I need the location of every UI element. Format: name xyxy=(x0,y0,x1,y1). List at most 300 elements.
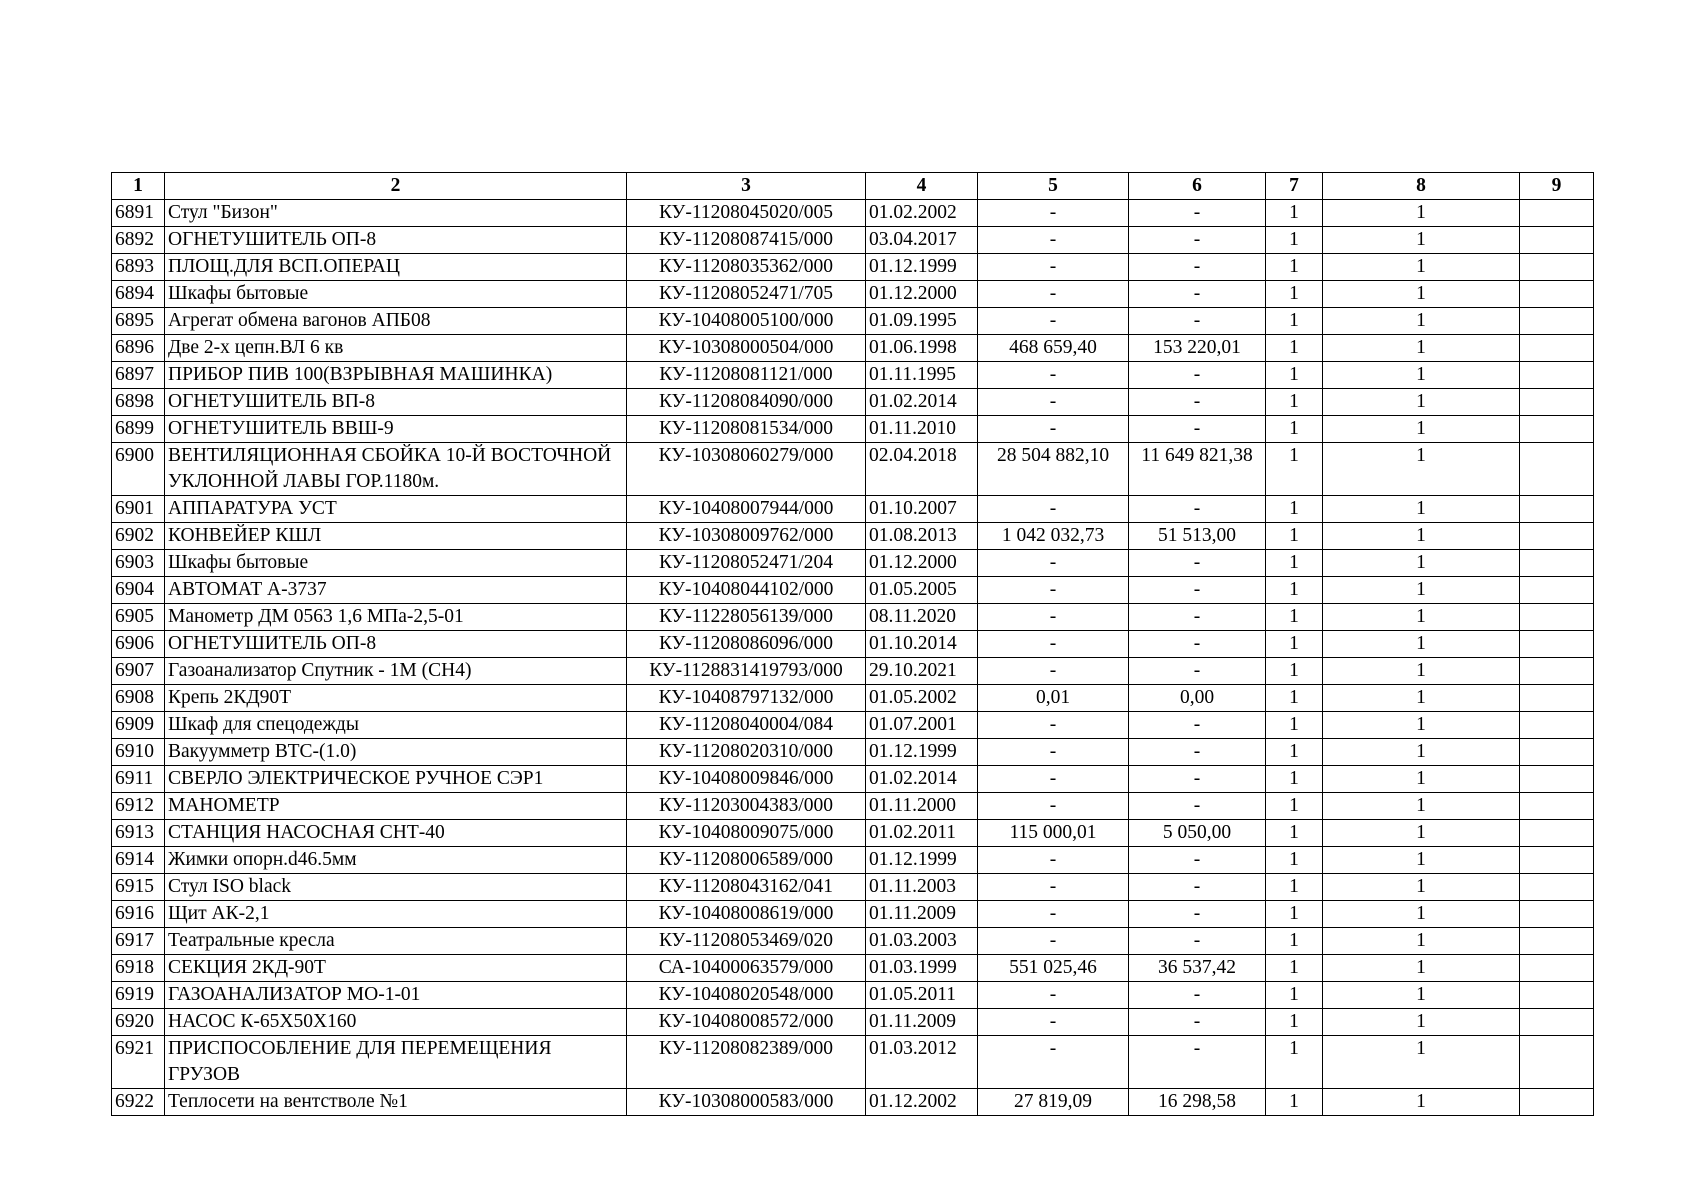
header-row xyxy=(112,173,1594,200)
date-cell: 01.09.1995 xyxy=(866,308,978,335)
table-row xyxy=(112,739,1594,766)
table-row xyxy=(112,928,1594,955)
header-cell: 5 xyxy=(978,173,1129,200)
residual-value-cell: - xyxy=(1129,712,1266,739)
inventory-code-cell: КУ-11208081534/000 xyxy=(627,416,866,443)
inventory-code-cell: КУ-1128831419793/000 xyxy=(627,658,866,685)
table-row xyxy=(112,658,1594,685)
col-8-value-cell: 1 xyxy=(1323,712,1520,739)
inventory-code-cell: КУ-11208052471/705 xyxy=(627,281,866,308)
date-cell: 01.07.2001 xyxy=(866,712,978,739)
row-number-cell: 6897 xyxy=(112,362,165,389)
residual-value-cell: 16 298,58 xyxy=(1129,1089,1266,1116)
inventory-code-cell: КУ-11208084090/000 xyxy=(627,389,866,416)
residual-value-cell: - xyxy=(1129,416,1266,443)
col-7-value-cell: 1 xyxy=(1266,874,1323,901)
cost-value-cell: 551 025,46 xyxy=(978,955,1129,982)
col-7-value-cell: 1 xyxy=(1266,604,1323,631)
col-7-value-cell: 1 xyxy=(1266,901,1323,928)
cost-value-cell: - xyxy=(978,712,1129,739)
item-name-cell: ПРИСПОСОБЛЕНИЕ ДЛЯ ПЕРЕМЕЩЕНИЯ ГРУЗОВ xyxy=(165,1036,627,1089)
col-7-value-cell: 1 xyxy=(1266,658,1323,685)
col-9-value-cell xyxy=(1520,631,1594,658)
inventory-code-cell: СА-10400063579/000 xyxy=(627,955,866,982)
inventory-code-cell: КУ-10408008572/000 xyxy=(627,1009,866,1036)
residual-value-cell: - xyxy=(1129,631,1266,658)
inventory-code-cell: КУ-11208052471/204 xyxy=(627,550,866,577)
row-number-cell: 6898 xyxy=(112,389,165,416)
row-number-cell: 6895 xyxy=(112,308,165,335)
residual-value-cell: 11 649 821,38 xyxy=(1129,443,1266,496)
table-row xyxy=(112,308,1594,335)
col-9-value-cell xyxy=(1520,901,1594,928)
col-7-value-cell: 1 xyxy=(1266,1089,1323,1116)
row-number-cell: 6920 xyxy=(112,1009,165,1036)
item-name-cell: Театральные кресла xyxy=(165,928,627,955)
residual-value-cell: - xyxy=(1129,496,1266,523)
col-7-value-cell: 1 xyxy=(1266,389,1323,416)
date-cell: 01.11.2000 xyxy=(866,793,978,820)
table-row xyxy=(112,955,1594,982)
residual-value-cell: 153 220,01 xyxy=(1129,335,1266,362)
col-8-value-cell: 1 xyxy=(1323,335,1520,362)
col-9-value-cell xyxy=(1520,200,1594,227)
col-8-value-cell: 1 xyxy=(1323,308,1520,335)
col-8-value-cell: 1 xyxy=(1323,901,1520,928)
item-name-cell: Стул "Бизон" xyxy=(165,200,627,227)
residual-value-cell: 51 513,00 xyxy=(1129,523,1266,550)
row-number-cell: 6899 xyxy=(112,416,165,443)
col-7-value-cell: 1 xyxy=(1266,281,1323,308)
cost-value-cell: - xyxy=(978,281,1129,308)
item-name-cell: ВЕНТИЛЯЦИОННАЯ СБОЙКА 10-Й ВОСТОЧНОЙ УКЛОННОЙ ЛАВЫ ГОР.1180м. xyxy=(165,443,627,496)
residual-value-cell: - xyxy=(1129,739,1266,766)
item-name-cell: Шкафы бытовые xyxy=(165,281,627,308)
inventory-code-cell: КУ-11208043162/041 xyxy=(627,874,866,901)
table-row xyxy=(112,1089,1594,1116)
item-name-cell: СТАНЦИЯ НАСОСНАЯ СНТ-40 xyxy=(165,820,627,847)
col-8-value-cell: 1 xyxy=(1323,523,1520,550)
col-9-value-cell xyxy=(1520,254,1594,281)
col-7-value-cell: 1 xyxy=(1266,766,1323,793)
col-8-value-cell: 1 xyxy=(1323,982,1520,1009)
header-cell: 9 xyxy=(1520,173,1594,200)
table-row xyxy=(112,874,1594,901)
item-name-cell: Газоанализатор Спутник - 1М (СН4) xyxy=(165,658,627,685)
row-number-cell: 6913 xyxy=(112,820,165,847)
cost-value-cell: - xyxy=(978,550,1129,577)
col-8-value-cell: 1 xyxy=(1323,577,1520,604)
col-7-value-cell: 1 xyxy=(1266,631,1323,658)
col-8-value-cell: 1 xyxy=(1323,739,1520,766)
date-cell: 01.12.2002 xyxy=(866,1089,978,1116)
date-cell: 02.04.2018 xyxy=(866,443,978,496)
inventory-code-cell: КУ-10408797132/000 xyxy=(627,685,866,712)
col-7-value-cell: 1 xyxy=(1266,955,1323,982)
date-cell: 01.03.2012 xyxy=(866,1036,978,1089)
date-cell: 01.02.2014 xyxy=(866,766,978,793)
col-9-value-cell xyxy=(1520,982,1594,1009)
inventory-code-cell: КУ-10408007944/000 xyxy=(627,496,866,523)
col-8-value-cell: 1 xyxy=(1323,550,1520,577)
row-number-cell: 6905 xyxy=(112,604,165,631)
inventory-code-cell: КУ-11208006589/000 xyxy=(627,847,866,874)
table-row xyxy=(112,577,1594,604)
table-row xyxy=(112,820,1594,847)
cost-value-cell: 115 000,01 xyxy=(978,820,1129,847)
col-9-value-cell xyxy=(1520,416,1594,443)
residual-value-cell: - xyxy=(1129,766,1266,793)
item-name-cell: ОГНЕТУШИТЕЛЬ ВВШ-9 xyxy=(165,416,627,443)
date-cell: 01.03.2003 xyxy=(866,928,978,955)
inventory-code-cell: КУ-10408009846/000 xyxy=(627,766,866,793)
col-7-value-cell: 1 xyxy=(1266,1036,1323,1089)
col-8-value-cell: 1 xyxy=(1323,766,1520,793)
row-number-cell: 6907 xyxy=(112,658,165,685)
date-cell: 08.11.2020 xyxy=(866,604,978,631)
col-7-value-cell: 1 xyxy=(1266,550,1323,577)
row-number-cell: 6916 xyxy=(112,901,165,928)
inventory-code-cell: КУ-11208035362/000 xyxy=(627,254,866,281)
table-row xyxy=(112,523,1594,550)
inventory-code-cell: КУ-10408008619/000 xyxy=(627,901,866,928)
col-9-value-cell xyxy=(1520,523,1594,550)
col-9-value-cell xyxy=(1520,227,1594,254)
cost-value-cell: - xyxy=(978,901,1129,928)
col-8-value-cell: 1 xyxy=(1323,874,1520,901)
inventory-code-cell: КУ-10308009762/000 xyxy=(627,523,866,550)
residual-value-cell: - xyxy=(1129,577,1266,604)
cost-value-cell: - xyxy=(978,416,1129,443)
residual-value-cell: - xyxy=(1129,389,1266,416)
table-row xyxy=(112,793,1594,820)
item-name-cell: Шкаф для спецодежды xyxy=(165,712,627,739)
col-8-value-cell: 1 xyxy=(1323,955,1520,982)
item-name-cell: ПРИБОР ПИВ 100(ВЗРЫВНАЯ МАШИНКА) xyxy=(165,362,627,389)
item-name-cell: СВЕРЛО ЭЛЕКТРИЧЕСКОЕ РУЧНОЕ СЭР1 xyxy=(165,766,627,793)
col-7-value-cell: 1 xyxy=(1266,739,1323,766)
col-8-value-cell: 1 xyxy=(1323,200,1520,227)
cost-value-cell: 28 504 882,10 xyxy=(978,443,1129,496)
col-8-value-cell: 1 xyxy=(1323,847,1520,874)
item-name-cell: Манометр ДМ 0563 1,6 МПа-2,5-01 xyxy=(165,604,627,631)
cost-value-cell: - xyxy=(978,227,1129,254)
inventory-code-cell: КУ-10308000583/000 xyxy=(627,1089,866,1116)
inventory-table xyxy=(111,172,1594,1116)
row-number-cell: 6917 xyxy=(112,928,165,955)
item-name-cell: НАСОС К-65Х50Х160 xyxy=(165,1009,627,1036)
date-cell: 01.12.1999 xyxy=(866,254,978,281)
col-7-value-cell: 1 xyxy=(1266,308,1323,335)
col-9-value-cell xyxy=(1520,1089,1594,1116)
col-9-value-cell xyxy=(1520,658,1594,685)
inventory-code-cell: КУ-11208020310/000 xyxy=(627,739,866,766)
row-number-cell: 6915 xyxy=(112,874,165,901)
table-row xyxy=(112,550,1594,577)
cost-value-cell: - xyxy=(978,658,1129,685)
col-9-value-cell xyxy=(1520,685,1594,712)
cost-value-cell: - xyxy=(978,1009,1129,1036)
table-row xyxy=(112,901,1594,928)
date-cell: 01.02.2011 xyxy=(866,820,978,847)
col-7-value-cell: 1 xyxy=(1266,820,1323,847)
col-7-value-cell: 1 xyxy=(1266,982,1323,1009)
date-cell: 01.12.1999 xyxy=(866,847,978,874)
row-number-cell: 6908 xyxy=(112,685,165,712)
col-9-value-cell xyxy=(1520,604,1594,631)
table-row xyxy=(112,281,1594,308)
col-8-value-cell: 1 xyxy=(1323,443,1520,496)
col-7-value-cell: 1 xyxy=(1266,523,1323,550)
row-number-cell: 6911 xyxy=(112,766,165,793)
inventory-code-cell: КУ-11208045020/005 xyxy=(627,200,866,227)
inventory-code-cell: КУ-11228056139/000 xyxy=(627,604,866,631)
col-7-value-cell: 1 xyxy=(1266,712,1323,739)
cost-value-cell: - xyxy=(978,254,1129,281)
table-row xyxy=(112,416,1594,443)
residual-value-cell: - xyxy=(1129,227,1266,254)
residual-value-cell: - xyxy=(1129,901,1266,928)
col-7-value-cell: 1 xyxy=(1266,577,1323,604)
residual-value-cell: - xyxy=(1129,1009,1266,1036)
col-7-value-cell: 1 xyxy=(1266,685,1323,712)
inventory-code-cell: КУ-10408009075/000 xyxy=(627,820,866,847)
row-number-cell: 6903 xyxy=(112,550,165,577)
residual-value-cell: 36 537,42 xyxy=(1129,955,1266,982)
col-8-value-cell: 1 xyxy=(1323,389,1520,416)
item-name-cell: ГАЗОАНАЛИЗАТОР МО-1-01 xyxy=(165,982,627,1009)
item-name-cell: АВТОМАТ А-3737 xyxy=(165,577,627,604)
table-row xyxy=(112,496,1594,523)
inventory-code-cell: КУ-10308000504/000 xyxy=(627,335,866,362)
residual-value-cell: - xyxy=(1129,658,1266,685)
row-number-cell: 6919 xyxy=(112,982,165,1009)
date-cell: 01.05.2005 xyxy=(866,577,978,604)
col-9-value-cell xyxy=(1520,928,1594,955)
date-cell: 01.12.1999 xyxy=(866,739,978,766)
cost-value-cell: - xyxy=(978,739,1129,766)
residual-value-cell: - xyxy=(1129,254,1266,281)
col-9-value-cell xyxy=(1520,335,1594,362)
table-row xyxy=(112,389,1594,416)
row-number-cell: 6894 xyxy=(112,281,165,308)
date-cell: 01.05.2002 xyxy=(866,685,978,712)
col-9-value-cell xyxy=(1520,281,1594,308)
item-name-cell: СЕКЦИЯ 2КД-90Т xyxy=(165,955,627,982)
cost-value-cell: - xyxy=(978,982,1129,1009)
header-cell: 2 xyxy=(165,173,627,200)
inventory-code-cell: КУ-10408020548/000 xyxy=(627,982,866,1009)
col-8-value-cell: 1 xyxy=(1323,281,1520,308)
date-cell: 01.12.2000 xyxy=(866,550,978,577)
item-name-cell: АППАРАТУРА УСТ xyxy=(165,496,627,523)
residual-value-cell: 5 050,00 xyxy=(1129,820,1266,847)
table-row xyxy=(112,712,1594,739)
col-8-value-cell: 1 xyxy=(1323,1089,1520,1116)
item-name-cell: Вакуумметр ВТС-(1.0) xyxy=(165,739,627,766)
col-9-value-cell xyxy=(1520,1009,1594,1036)
row-number-cell: 6921 xyxy=(112,1036,165,1089)
row-number-cell: 6910 xyxy=(112,739,165,766)
cost-value-cell: - xyxy=(978,308,1129,335)
row-number-cell: 6914 xyxy=(112,847,165,874)
col-7-value-cell: 1 xyxy=(1266,200,1323,227)
col-9-value-cell xyxy=(1520,955,1594,982)
date-cell: 01.11.2010 xyxy=(866,416,978,443)
table-row xyxy=(112,335,1594,362)
row-number-cell: 6912 xyxy=(112,793,165,820)
col-7-value-cell: 1 xyxy=(1266,362,1323,389)
date-cell: 01.11.2009 xyxy=(866,901,978,928)
table-body xyxy=(112,200,1594,1116)
cost-value-cell: - xyxy=(978,200,1129,227)
cost-value-cell: - xyxy=(978,793,1129,820)
col-7-value-cell: 1 xyxy=(1266,928,1323,955)
row-number-cell: 6891 xyxy=(112,200,165,227)
row-number-cell: 6909 xyxy=(112,712,165,739)
date-cell: 01.11.1995 xyxy=(866,362,978,389)
col-8-value-cell: 1 xyxy=(1323,658,1520,685)
residual-value-cell: - xyxy=(1129,550,1266,577)
col-9-value-cell xyxy=(1520,550,1594,577)
col-8-value-cell: 1 xyxy=(1323,496,1520,523)
inventory-code-cell: КУ-10308060279/000 xyxy=(627,443,866,496)
cost-value-cell: 0,01 xyxy=(978,685,1129,712)
item-name-cell: ОГНЕТУШИТЕЛЬ ОП-8 xyxy=(165,227,627,254)
item-name-cell: Теплосети на вентстволе №1 xyxy=(165,1089,627,1116)
col-9-value-cell xyxy=(1520,389,1594,416)
cost-value-cell: 27 819,09 xyxy=(978,1089,1129,1116)
inventory-code-cell: КУ-11203004383/000 xyxy=(627,793,866,820)
col-8-value-cell: 1 xyxy=(1323,254,1520,281)
cost-value-cell: - xyxy=(978,389,1129,416)
col-8-value-cell: 1 xyxy=(1323,227,1520,254)
table-row xyxy=(112,1036,1594,1089)
col-7-value-cell: 1 xyxy=(1266,793,1323,820)
date-cell: 01.12.2000 xyxy=(866,281,978,308)
col-7-value-cell: 1 xyxy=(1266,335,1323,362)
col-9-value-cell xyxy=(1520,577,1594,604)
row-number-cell: 6906 xyxy=(112,631,165,658)
row-number-cell: 6918 xyxy=(112,955,165,982)
col-8-value-cell: 1 xyxy=(1323,820,1520,847)
residual-value-cell: - xyxy=(1129,874,1266,901)
date-cell: 29.10.2021 xyxy=(866,658,978,685)
cost-value-cell: - xyxy=(978,1036,1129,1089)
inventory-code-cell: КУ-11208082389/000 xyxy=(627,1036,866,1089)
inventory-code-cell: КУ-11208087415/000 xyxy=(627,227,866,254)
residual-value-cell: - xyxy=(1129,604,1266,631)
item-name-cell: Крепь 2КД90Т xyxy=(165,685,627,712)
header-cell: 7 xyxy=(1266,173,1323,200)
date-cell: 01.10.2014 xyxy=(866,631,978,658)
residual-value-cell: - xyxy=(1129,793,1266,820)
table-row xyxy=(112,685,1594,712)
col-7-value-cell: 1 xyxy=(1266,254,1323,281)
row-number-cell: 6892 xyxy=(112,227,165,254)
inventory-code-cell: КУ-10408044102/000 xyxy=(627,577,866,604)
residual-value-cell: - xyxy=(1129,928,1266,955)
date-cell: 01.06.1998 xyxy=(866,335,978,362)
header-cell: 1 xyxy=(112,173,165,200)
date-cell: 01.02.2014 xyxy=(866,389,978,416)
item-name-cell: Стул ISO black xyxy=(165,874,627,901)
item-name-cell: КОНВЕЙЕР КШЛ xyxy=(165,523,627,550)
cost-value-cell: - xyxy=(978,604,1129,631)
header-cell: 8 xyxy=(1323,173,1520,200)
row-number-cell: 6896 xyxy=(112,335,165,362)
col-9-value-cell xyxy=(1520,712,1594,739)
date-cell: 01.03.1999 xyxy=(866,955,978,982)
table-row xyxy=(112,847,1594,874)
table-row xyxy=(112,443,1594,496)
row-number-cell: 6900 xyxy=(112,443,165,496)
item-name-cell: ПЛОЩ.ДЛЯ ВСП.ОПЕРАЦ xyxy=(165,254,627,281)
col-8-value-cell: 1 xyxy=(1323,685,1520,712)
col-7-value-cell: 1 xyxy=(1266,416,1323,443)
col-9-value-cell xyxy=(1520,1036,1594,1089)
col-9-value-cell xyxy=(1520,847,1594,874)
col-8-value-cell: 1 xyxy=(1323,362,1520,389)
col-7-value-cell: 1 xyxy=(1266,443,1323,496)
row-number-cell: 6901 xyxy=(112,496,165,523)
residual-value-cell: - xyxy=(1129,847,1266,874)
cost-value-cell: - xyxy=(978,362,1129,389)
date-cell: 01.11.2009 xyxy=(866,1009,978,1036)
item-name-cell: МАНОМЕТР xyxy=(165,793,627,820)
cost-value-cell: - xyxy=(978,874,1129,901)
cost-value-cell: 468 659,40 xyxy=(978,335,1129,362)
col-9-value-cell xyxy=(1520,766,1594,793)
table-row xyxy=(112,631,1594,658)
residual-value-cell: - xyxy=(1129,200,1266,227)
date-cell: 01.08.2013 xyxy=(866,523,978,550)
col-8-value-cell: 1 xyxy=(1323,631,1520,658)
col-7-value-cell: 1 xyxy=(1266,1009,1323,1036)
row-number-cell: 6904 xyxy=(112,577,165,604)
row-number-cell: 6893 xyxy=(112,254,165,281)
residual-value-cell: - xyxy=(1129,362,1266,389)
inventory-code-cell: КУ-11208086096/000 xyxy=(627,631,866,658)
inventory-code-cell: КУ-10408005100/000 xyxy=(627,308,866,335)
row-number-cell: 6922 xyxy=(112,1089,165,1116)
date-cell: 01.05.2011 xyxy=(866,982,978,1009)
col-9-value-cell xyxy=(1520,496,1594,523)
table-row xyxy=(112,766,1594,793)
header-cell: 3 xyxy=(627,173,866,200)
col-9-value-cell xyxy=(1520,443,1594,496)
date-cell: 01.11.2003 xyxy=(866,874,978,901)
item-name-cell: Две 2-х цепн.ВЛ 6 кв xyxy=(165,335,627,362)
table-row xyxy=(112,200,1594,227)
col-9-value-cell xyxy=(1520,874,1594,901)
cost-value-cell: - xyxy=(978,496,1129,523)
residual-value-cell: - xyxy=(1129,1036,1266,1089)
col-9-value-cell xyxy=(1520,739,1594,766)
item-name-cell: ОГНЕТУШИТЕЛЬ ВП-8 xyxy=(165,389,627,416)
inventory-code-cell: КУ-11208081121/000 xyxy=(627,362,866,389)
col-8-value-cell: 1 xyxy=(1323,793,1520,820)
col-8-value-cell: 1 xyxy=(1323,604,1520,631)
item-name-cell: ОГНЕТУШИТЕЛЬ ОП-8 xyxy=(165,631,627,658)
header-cell: 4 xyxy=(866,173,978,200)
table-row xyxy=(112,1009,1594,1036)
col-9-value-cell xyxy=(1520,793,1594,820)
residual-value-cell: 0,00 xyxy=(1129,685,1266,712)
cost-value-cell: - xyxy=(978,847,1129,874)
col-9-value-cell xyxy=(1520,820,1594,847)
col-8-value-cell: 1 xyxy=(1323,928,1520,955)
